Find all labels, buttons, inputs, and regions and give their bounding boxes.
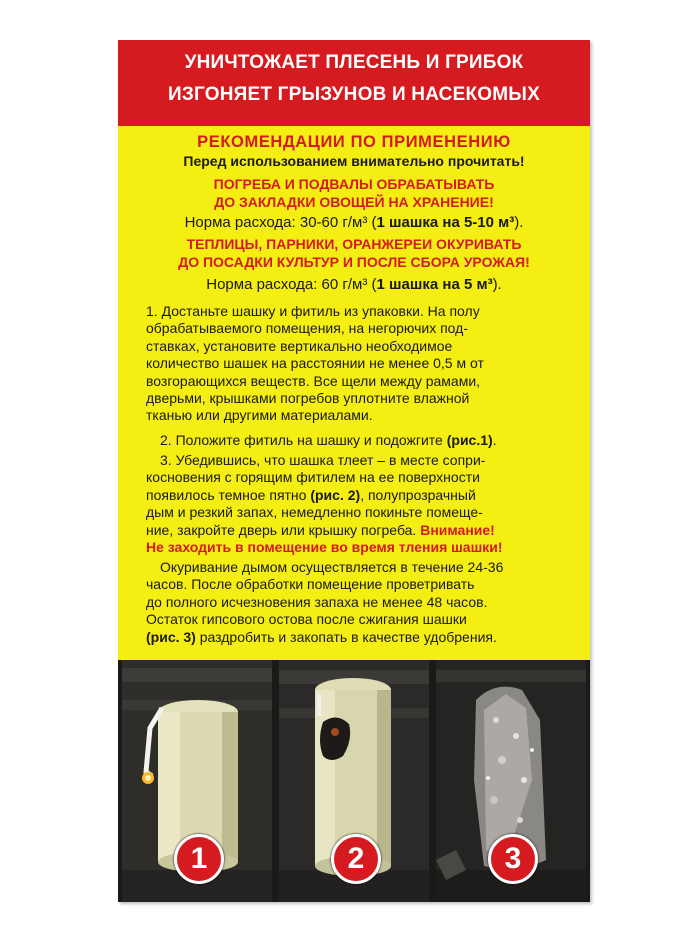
read-carefully-warning: Перед использованием внимательно прочитать!: [183, 153, 525, 169]
top-banner: [118, 40, 590, 126]
photo-number-badge: 2: [331, 834, 381, 884]
section2-norm-prefix: Норма расхода: 60 г/м³ (: [206, 276, 377, 293]
step3-line: [146, 522, 566, 539]
step1-line: обрабатываемого помещения, на негорючих под-: [146, 320, 468, 337]
step2-line: [146, 432, 566, 449]
photo-strip: [118, 660, 590, 902]
recommendations-heading: РЕКОМЕНДАЦИИ ПО ПРИМЕНЕНИЮ: [197, 133, 511, 151]
step3-line: 3. Убедившись, что шашка тлеет – в месте сопри-: [160, 452, 486, 468]
section1-norm: [118, 214, 590, 231]
do-not-enter-warning: Не заходить в помещение во время тления шашки!: [146, 539, 503, 556]
section1-title-line1: ПОГРЕБА И ПОДВАЛЫ ОБРАБАТЫВАТЬ: [213, 176, 495, 192]
step-4-paragraph: [146, 559, 566, 646]
step2-text: 2. Положите фитиль на шашку и подожгите: [160, 432, 447, 448]
step4-line: Окуривание дымом осуществляется в течение 24-36: [160, 559, 504, 575]
step1-line: 1. Достаньте шашку и фитиль из упаковки. На полу: [146, 303, 480, 319]
section2-norm-suffix: ).: [492, 276, 502, 293]
photo-number-badge: 3: [488, 834, 538, 884]
section1-title-line2: ДО ЗАКЛАДКИ ОВОЩЕЙ НА ХРАНЕНИЕ!: [214, 194, 494, 210]
step3-text: ние, закройте дверь или крышку погреба.: [146, 521, 421, 538]
step3-line: [146, 487, 566, 504]
section1-norm-bold: 1 шашка на 5-10 м³: [376, 214, 515, 231]
photo-2-smouldering-candle: [279, 660, 429, 902]
step4-line: Остаток гипсового остова после сжигания шашки: [146, 611, 467, 628]
step4-line: [146, 629, 566, 646]
step-3-paragraph: [146, 452, 566, 556]
section1-norm-suffix: ).: [514, 214, 524, 231]
step1-line: ставках, установите вертикально необходимое: [146, 337, 453, 354]
section2-title-line2: ДО ПОСАДКИ КУЛЬТУР И ПОСЛЕ СБОРА УРОЖАЯ!: [178, 254, 530, 270]
step3-line: косновения с горящим фитилем на ее поверхности: [146, 469, 480, 486]
step4-line: часов. После обработки помещение проветривать: [146, 576, 475, 593]
photo-1-intact-candle: [122, 660, 272, 902]
step4-text: раздробить и закопать в качестве удобрения.: [195, 628, 497, 645]
step3-text: появилось темное пятно: [146, 486, 311, 503]
figure-ref-1: (рис.1): [446, 432, 493, 448]
step3-text: , полупрозрачный: [360, 486, 476, 503]
banner-line-2: ИЗГОНЯЕТ ГРЫЗУНОВ И НАСЕКОМЫХ: [168, 84, 540, 105]
section2-norm: [118, 276, 590, 293]
step3-line: дым и резкий запах, немедленно покиньте помеще-: [146, 504, 483, 521]
step-2-paragraph: [146, 432, 566, 449]
step2-end: .: [492, 432, 497, 448]
section2-norm-bold: 1 шашка на 5 м³: [376, 276, 493, 293]
attention-label: Внимание!: [420, 521, 495, 538]
section2-title-line1: ТЕПЛИЦЫ, ПАРНИКИ, ОРАНЖЕРЕИ ОКУРИВАТЬ: [186, 236, 522, 252]
figure-ref-2: (рис. 2): [310, 486, 361, 503]
photo-number-badge: 1: [174, 834, 224, 884]
step1-line: тканью или другими материалами.: [146, 407, 373, 424]
step1-line: количество шашек на расстоянии не менее 0,5 м от: [146, 355, 484, 372]
banner-line-1: УНИЧТОЖАЕТ ПЛЕСЕНЬ И ГРИБОК: [184, 52, 524, 73]
section1-norm-prefix: Норма расхода: 30-60 г/м³ (: [184, 214, 377, 231]
step1-line: возгорающихся веществ. Все щели между рамами,: [146, 372, 481, 389]
photo-3-residue: [436, 660, 586, 902]
step-1-paragraph: [146, 303, 566, 425]
package-panel: [118, 40, 590, 902]
step1-line: дверьми, крышками погребов уплотните влажной: [146, 390, 470, 407]
step4-line: до полного исчезновения запаха не менее 48 часов.: [146, 593, 488, 610]
figure-ref-3: (рис. 3): [146, 628, 196, 645]
